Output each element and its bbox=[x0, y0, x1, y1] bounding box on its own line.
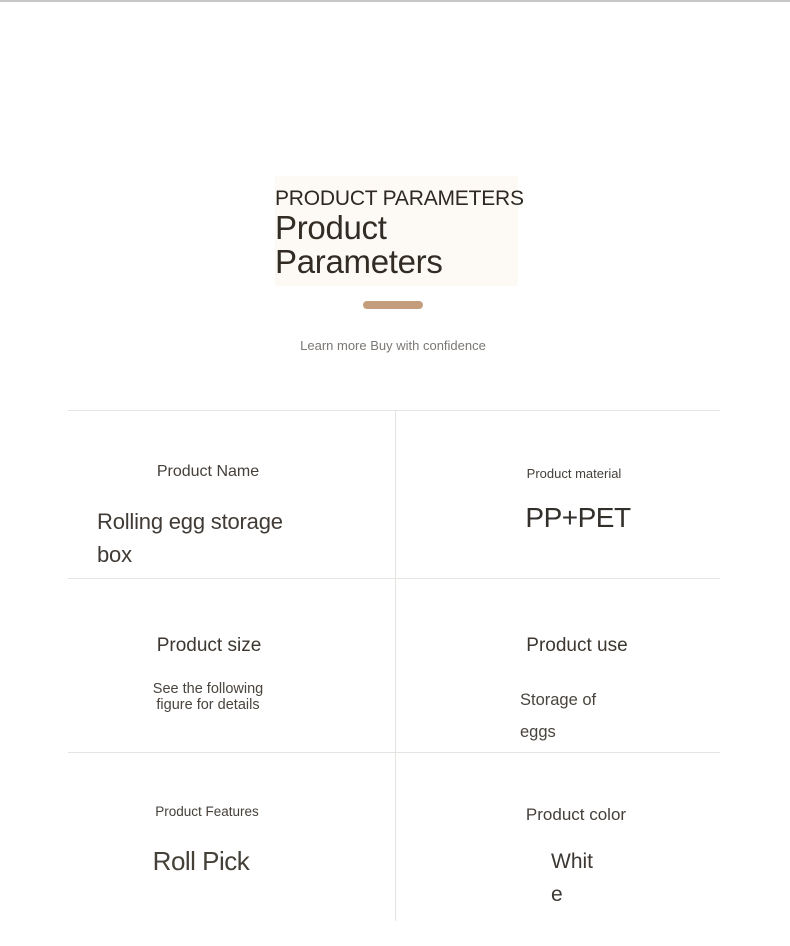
value-product-use: Storage of eggs bbox=[520, 691, 597, 741]
value-product-material: PP+PET bbox=[525, 502, 631, 533]
row-divider-2 bbox=[68, 752, 720, 753]
label-product-size: Product size bbox=[156, 635, 262, 656]
table-border-top bbox=[68, 410, 720, 411]
label-product-color: Product color bbox=[525, 805, 627, 824]
value-product-size: See the following figure for details bbox=[152, 681, 264, 713]
header-eyebrow: PRODUCT PARAMETERS bbox=[275, 187, 524, 210]
column-divider bbox=[395, 410, 396, 921]
page-title: Product Parameters bbox=[275, 209, 443, 280]
top-divider-line bbox=[0, 0, 790, 2]
label-product-use: Product use bbox=[526, 635, 628, 656]
label-product-material: Product material bbox=[526, 466, 622, 481]
value-product-name: Rolling egg storage box bbox=[97, 509, 283, 567]
value-product-color: White bbox=[551, 850, 593, 906]
row-divider-1 bbox=[68, 578, 720, 579]
accent-divider bbox=[363, 301, 423, 309]
label-product-features: Product Features bbox=[155, 804, 259, 819]
label-product-name: Product Name bbox=[156, 463, 260, 480]
header-subtitle: Learn more Buy with confidence bbox=[300, 338, 486, 353]
value-product-features: Roll Pick bbox=[152, 846, 250, 876]
